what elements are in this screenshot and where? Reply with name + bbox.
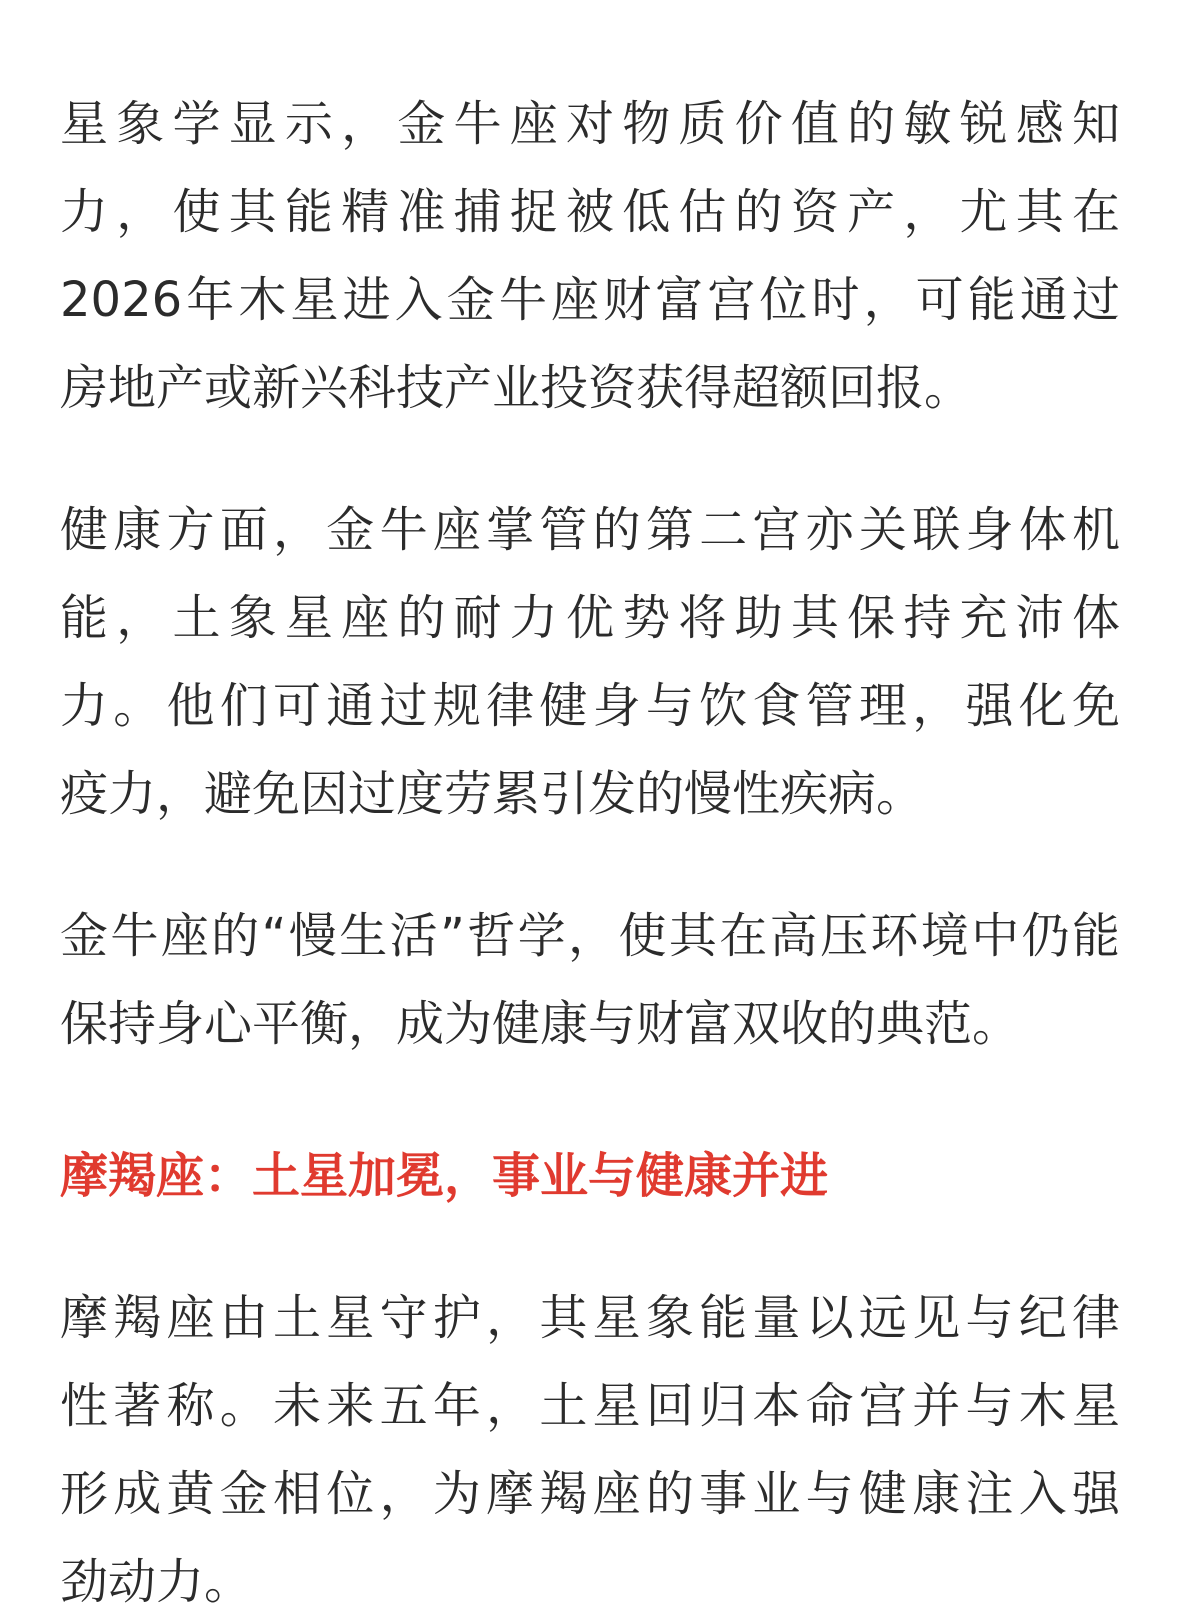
text-line: 星象学显示，金牛座对物质价值的敏锐感知: [60, 96, 1120, 152]
paragraph-taurus-slow-life: [60, 892, 1120, 1068]
text-line: 金牛座的“慢生活”哲学，使其在高压环境中仍能: [60, 908, 1120, 964]
paragraph-capricorn-intro: [60, 1274, 1120, 1624]
text-line: 房地产或新兴科技产业投资获得超额回报。: [60, 360, 973, 416]
text-line: 疫力，避免因过度劳累引发的慢性疾病。: [60, 766, 925, 822]
text-line: 能，土象星座的耐力优势将助其保持充沛体: [60, 590, 1120, 646]
paragraph-taurus-wealth: [60, 80, 1120, 432]
text-line: 健康方面，金牛座掌管的第二宫亦关联身体机: [60, 502, 1120, 558]
text-line: 形成黄金相位，为摩羯座的事业与健康注入强: [60, 1466, 1120, 1522]
text-line: 力。他们可通过规律健身与饮食管理，强化免: [60, 678, 1120, 734]
text-line: 性著称。未来五年，土星回归本命宫并与木星: [60, 1378, 1120, 1434]
section-heading-capricorn: 摩羯座：土星加冕，事业与健康并进: [60, 1148, 829, 1204]
text-line: 2026年木星进入金牛座财富宫位时，可能通过: [60, 272, 1120, 328]
paragraph-taurus-health: [60, 486, 1120, 838]
text-line: 保持身心平衡，成为健康与财富双收的典范。: [60, 996, 1021, 1052]
text-line: 劲动力。: [60, 1554, 253, 1610]
text-line: 摩羯座由土星守护，其星象能量以远见与纪律: [60, 1290, 1120, 1346]
text-line: 力，使其能精准捕捉被低估的资产，尤其在: [60, 184, 1120, 240]
